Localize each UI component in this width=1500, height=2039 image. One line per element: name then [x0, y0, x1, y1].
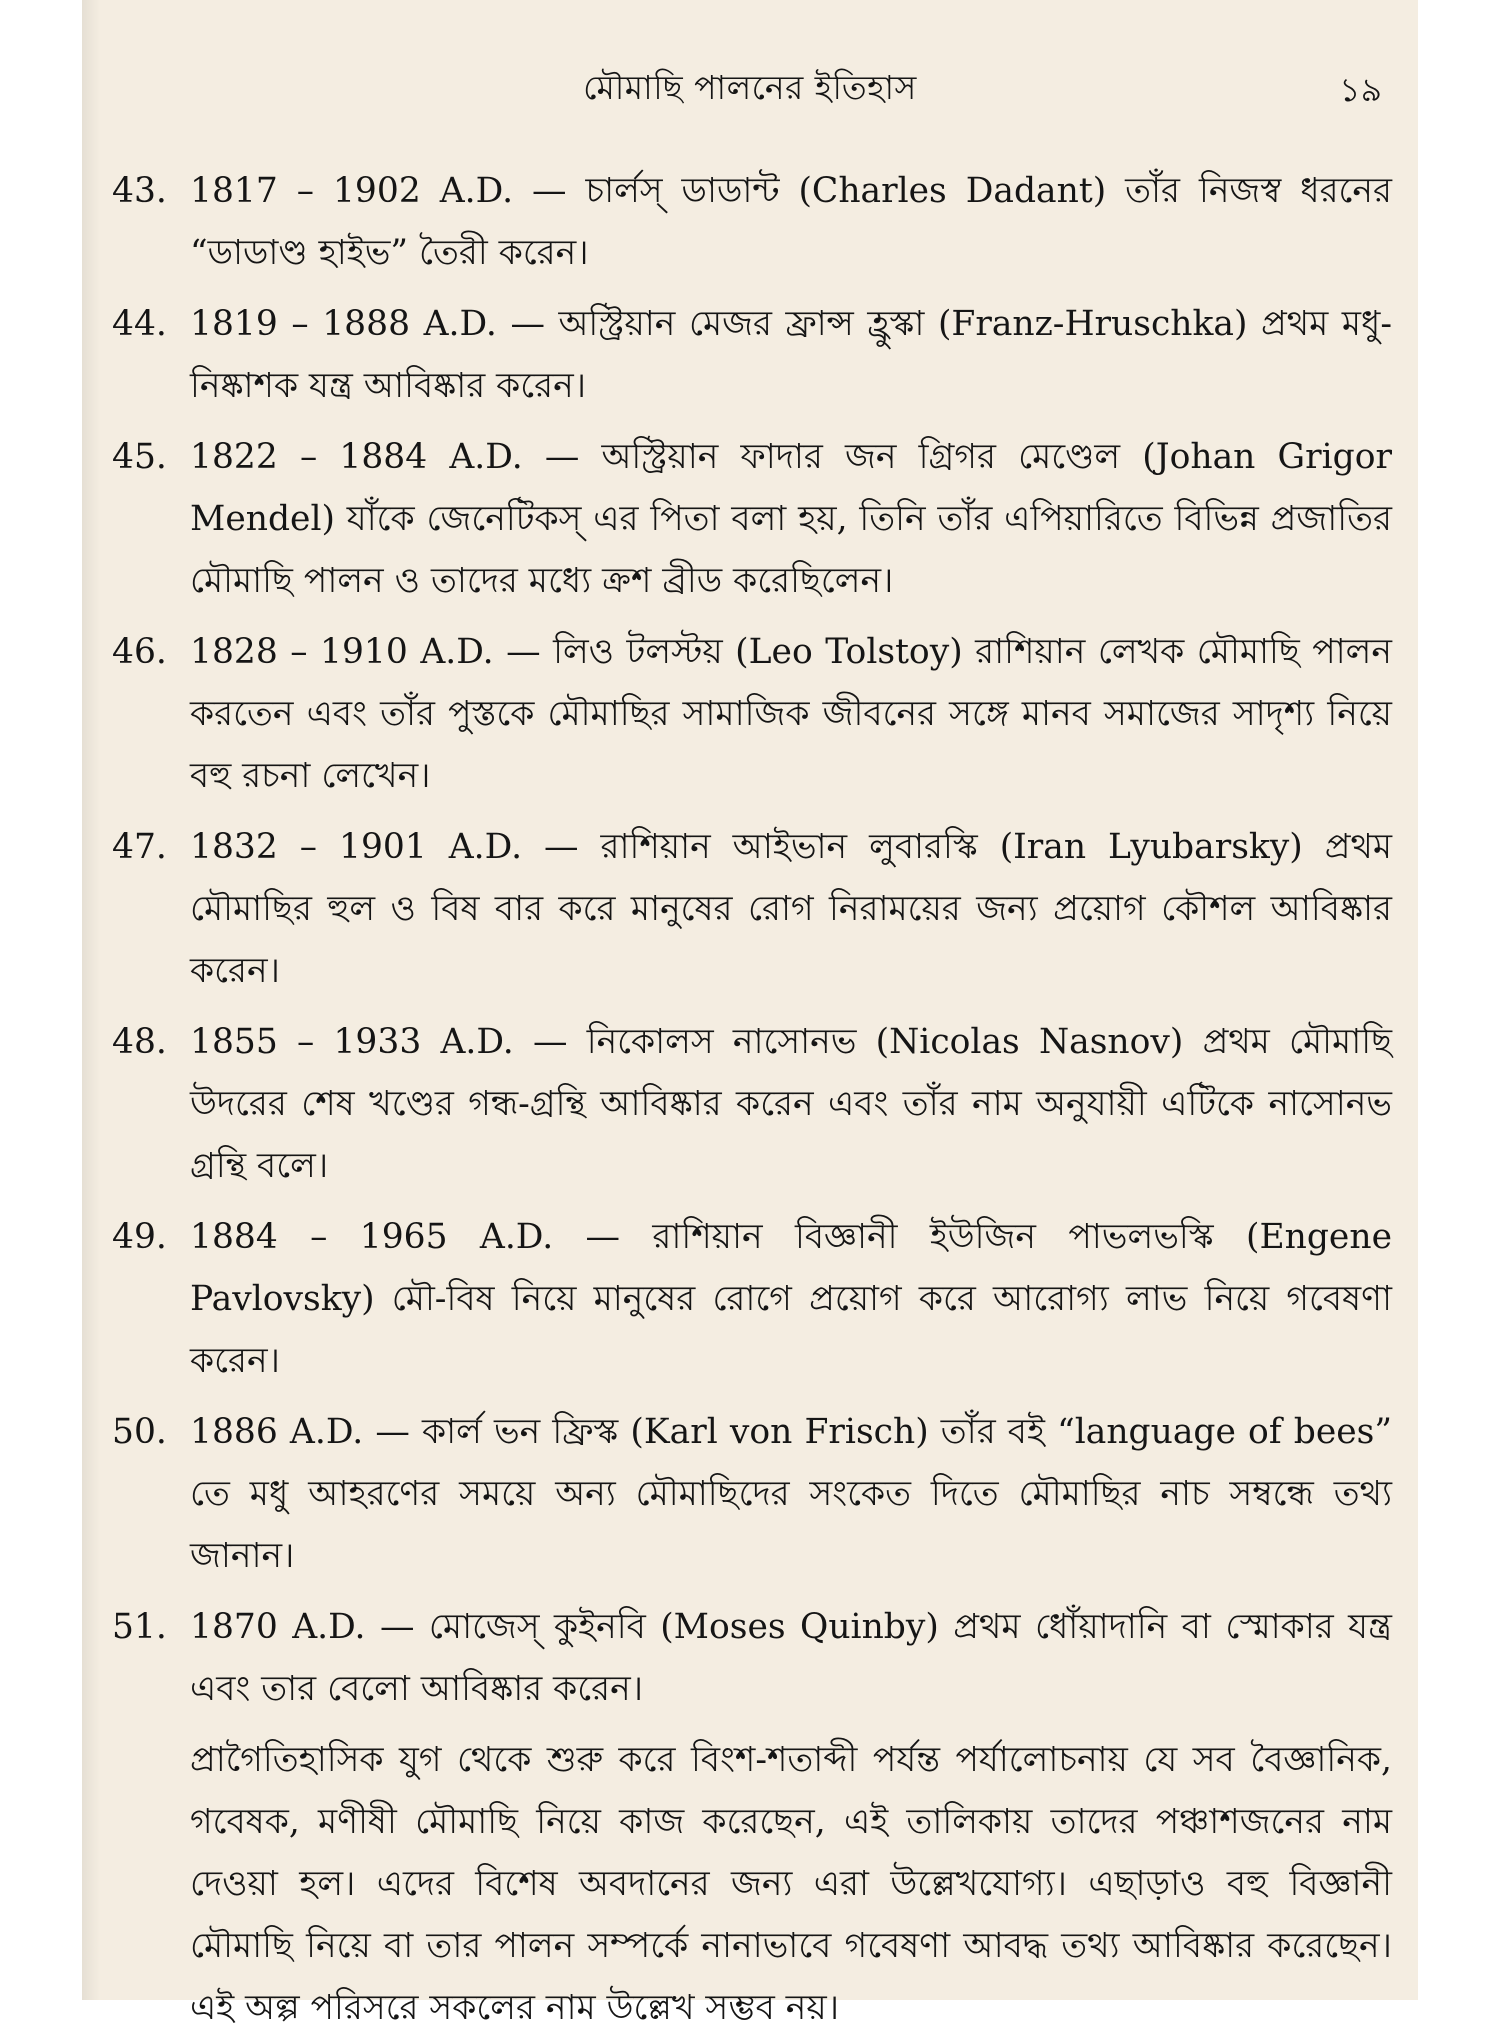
- entry-text: 1886 A.D. — কার্ল ভন ফ্রিস্ক (Karl von Frisch) তাঁর বই “language of bees” তে মধু আহরণের সময়ে অন্য মৌমাছিদের সংকেত দিতে মৌমাছির নাচ সম্বন্ধে তথ্য জানান।: [190, 1412, 1392, 1576]
- entry-text: 1817 – 1902 A.D. — চার্লস্‌ ডাডান্ট (Charles Dadant) তাঁর নিজস্ব ধরনের “ডাডাণ্ড হাইভ” তৈরী করেন।: [190, 171, 1392, 273]
- list-item: [112, 1596, 1392, 1720]
- entry-text: 1822 – 1884 A.D. — অস্ট্রিয়ান ফাদার জন গ্রিগর মেণ্ডেল (Johan Grigor Mendel) যাঁকে জেনেটিকস্‌ এর পিতা বলা হয়, তিনি তাঁর এপিয়ারিতে বিভিন্ন প্রজাতির মৌমাছি পালন ও তাদের মধ্যে ক্রশ ব্রীড করেছিলেন।: [190, 437, 1392, 601]
- list-item: [112, 1206, 1392, 1392]
- page-number: ১৯: [1339, 70, 1382, 109]
- list-item: [112, 816, 1392, 1002]
- entry-number: 45.: [112, 437, 167, 477]
- chapter-title: মৌমাছি পালনের ইতিহাস: [583, 68, 917, 107]
- entry-number: 49.: [112, 1217, 167, 1257]
- entry-text: 1870 A.D. — মোজেস্‌ কুইনবি (Moses Quinby) প্রথম ধোঁয়াদানি বা স্মোকার যন্ত্র এবং তার বেলো আবিষ্কার করেন।: [190, 1607, 1392, 1709]
- entry-number: 51.: [112, 1607, 167, 1647]
- list-item: [112, 426, 1392, 612]
- closing-paragraph: প্রাগৈতিহাসিক যুগ থেকে শুরু করে বিংশ-শতাব্দী পর্যন্ত পর্যালোচনায় যে সব বৈজ্ঞানিক, গবেষক, মণীষী মৌমাছি নিয়ে কাজ করেছেন, এই তালিকায় তাদের পঞ্চাশজনের নাম দেওয়া হল। এদের বিশেষ অবদানের জন্য এরা উল্লেখযোগ্য। এছাড়াও বহু বিজ্ঞানী মৌমাছি নিয়ে বা তার পালন সম্পর্কে নানাভাবে গবেষণা আবদ্ধ তথ্য আবিষ্কার করেছেন। এই অল্প পরিসরে সকলের নাম উল্লেখ সম্ভব নয়।: [190, 1740, 1392, 2028]
- entry-number: 48.: [112, 1022, 167, 1062]
- list-item: [112, 1401, 1392, 1587]
- list-item: [112, 621, 1392, 807]
- entry-number: 47.: [112, 827, 167, 867]
- entry-number: 43.: [112, 171, 167, 211]
- entry-text: 1884 – 1965 A.D. — রাশিয়ান বিজ্ঞানী ইউজিন পাভলভস্কি (Engene Pavlovsky) মৌ-বিষ নিয়ে মানুষের রোগে প্রয়োগ করে আরোগ্য লাভ নিয়ে গবেষণা করেন।: [190, 1217, 1392, 1381]
- book-page: [82, 0, 1418, 2028]
- page-gutter-shadow: [82, 0, 100, 2000]
- list-item: [112, 160, 1392, 284]
- entry-text: 1828 – 1910 A.D. — লিও টলস্টয় (Leo Tolstoy) রাশিয়ান লেখক মৌমাছি পালন করতেন এবং তাঁর পুস্তকে মৌমাছির সামাজিক জীবনের সঙ্গে মানব সমাজের সাদৃশ্য নিয়ে বহু রচনা লেখেন।: [190, 632, 1392, 796]
- running-head: [82, 62, 1418, 122]
- entry-text: 1832 – 1901 A.D. — রাশিয়ান আইভান লুবারস্কি (Iran Lyubarsky) প্রথম মৌমাছির হুল ও বিষ বার করে মানুষের রোগ নিরাময়ের জন্য প্রয়োগ কৌশল আবিষ্কার করেন।: [190, 827, 1392, 991]
- list-item: [112, 293, 1392, 417]
- entry-number: 44.: [112, 304, 167, 344]
- entry-number: 46.: [112, 632, 167, 672]
- entry-text: 1819 – 1888 A.D. — অস্ট্রিয়ান মেজর ফ্রান্স হ্রুস্কা (Franz-Hruschka) প্রথম মধু-নিষ্কাশক যন্ত্র আবিষ্কার করেন।: [190, 304, 1392, 406]
- page-body: [112, 160, 1392, 2039]
- entry-number: 50.: [112, 1412, 167, 1452]
- entry-text: 1855 – 1933 A.D. — নিকোলস নাসোনভ (Nicolas Nasnov) প্রথম মৌমাছি উদরের শেষ খণ্ডের গন্ধ-গ্রন্থি আবিষ্কার করেন এবং তাঁর নাম অনুযায়ী এটিকে নাসোনভ গ্রন্থি বলে।: [190, 1022, 1392, 1186]
- list-item: [112, 1011, 1392, 1197]
